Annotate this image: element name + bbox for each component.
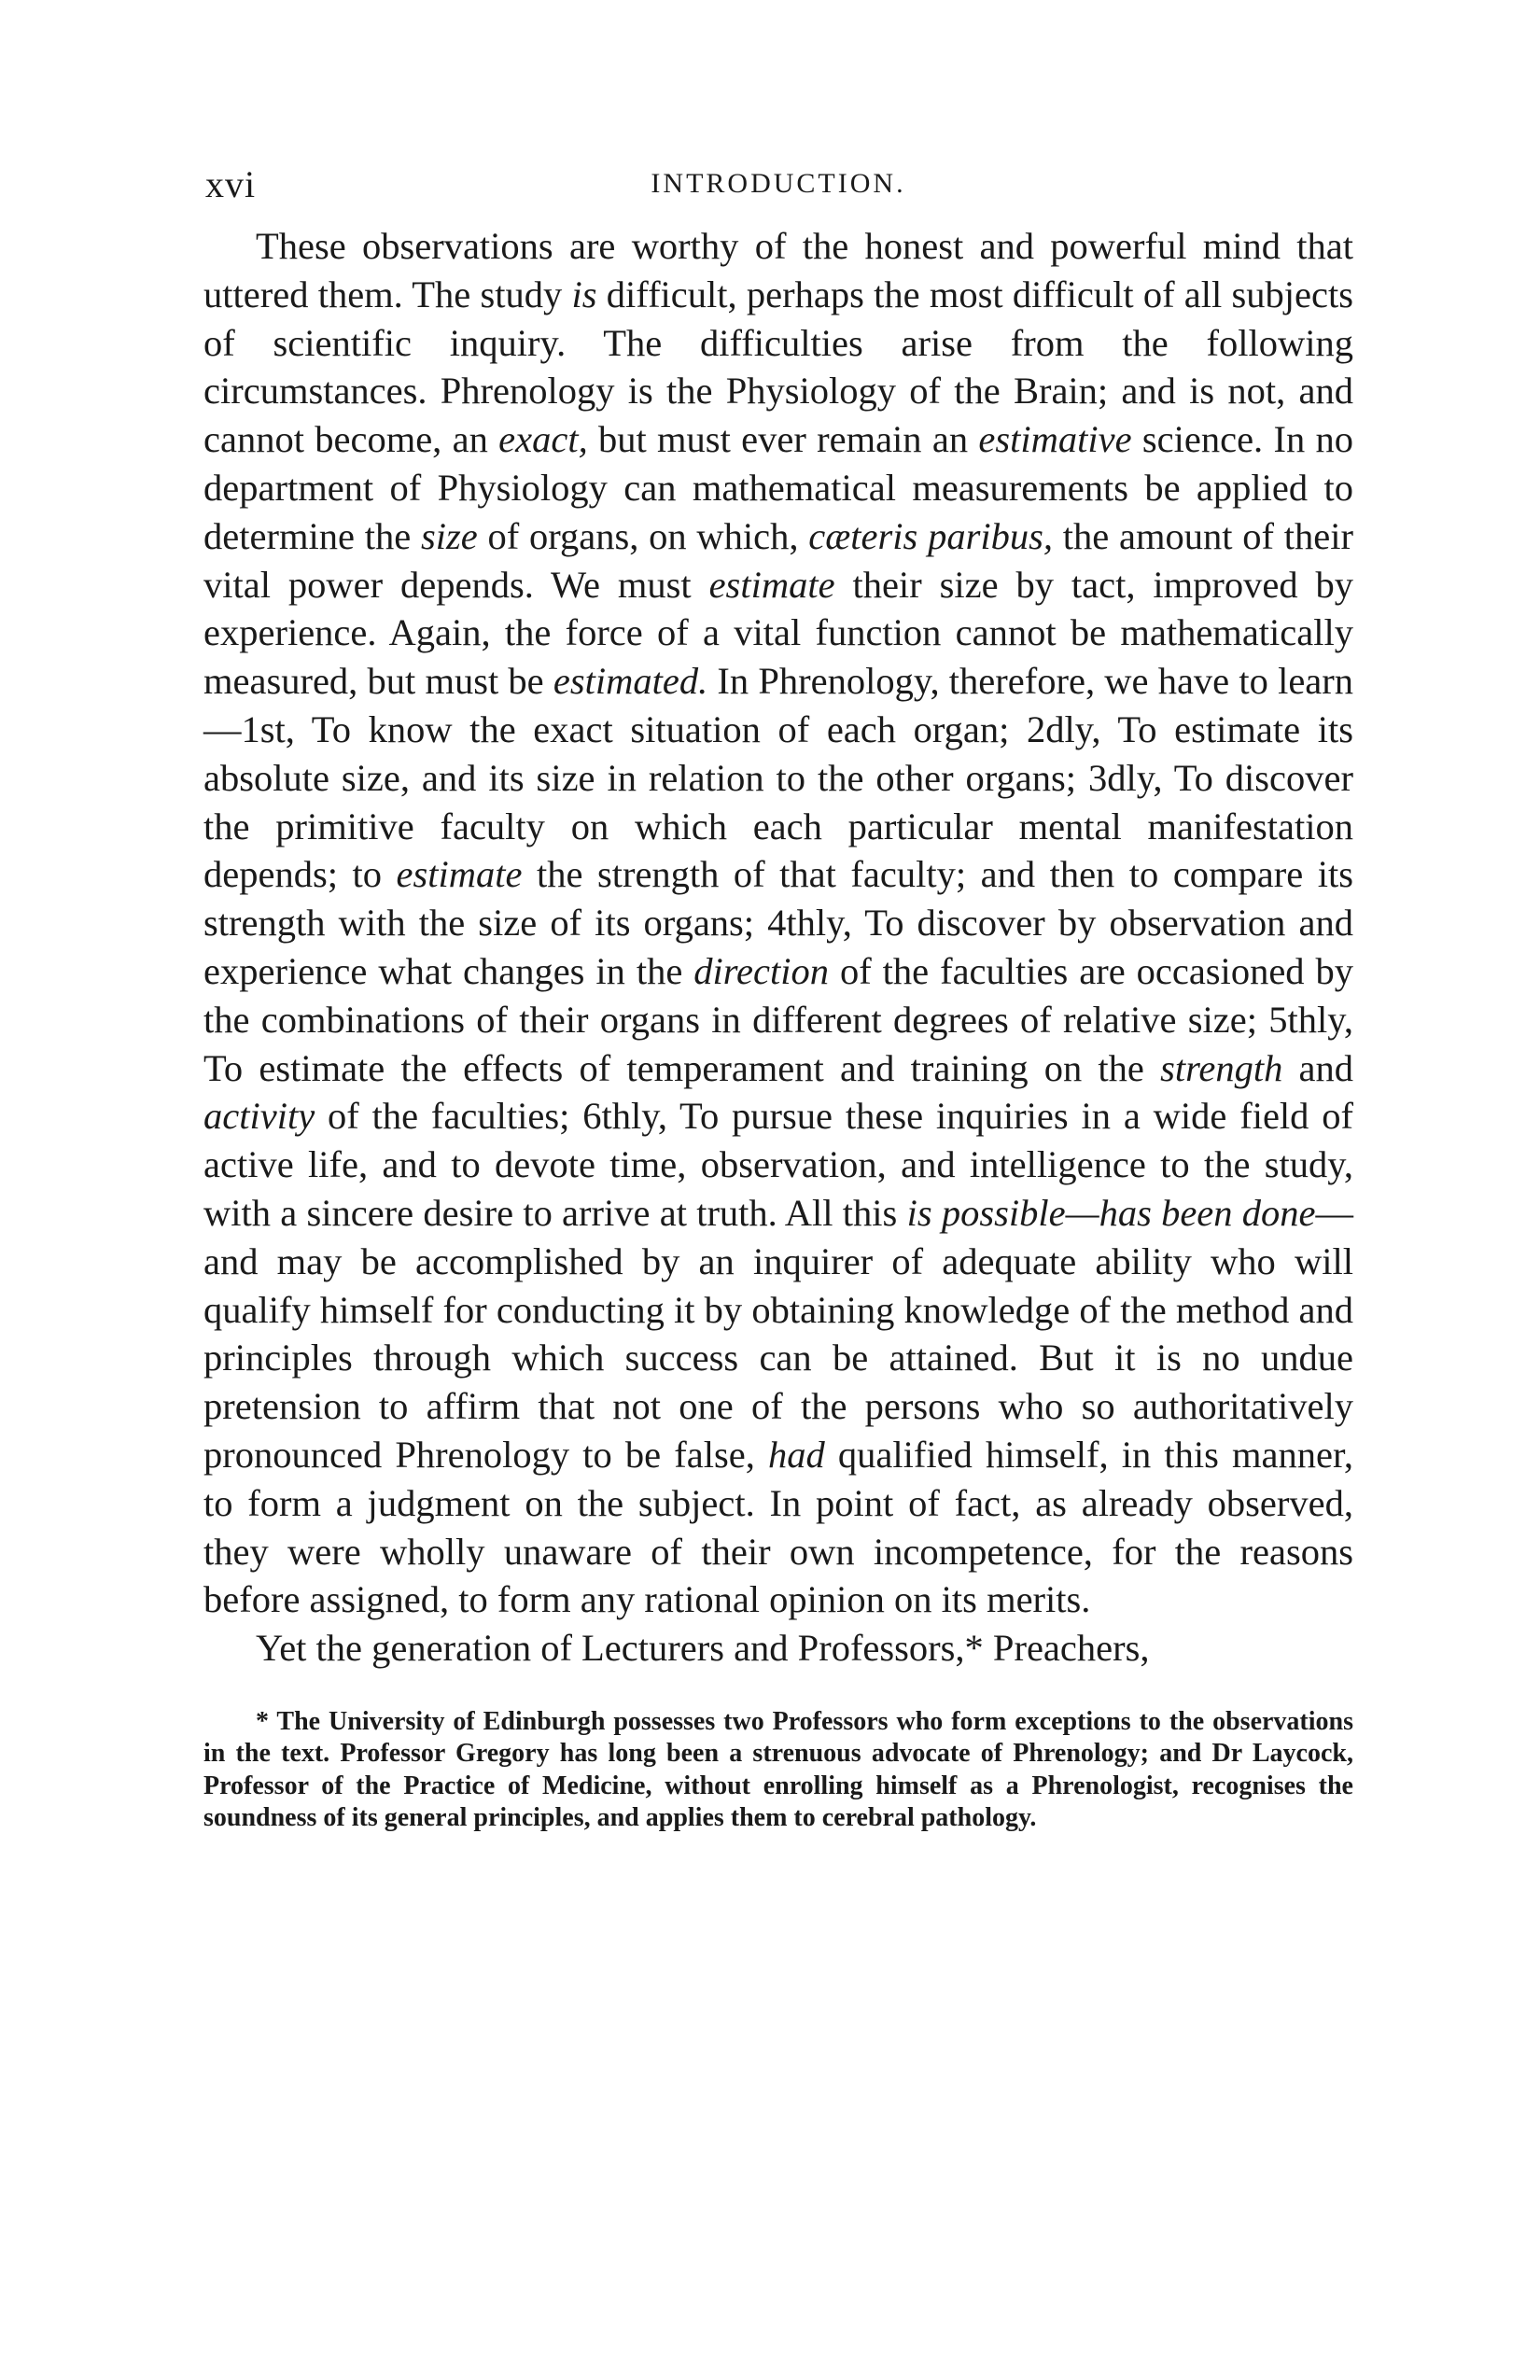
text-run: of the faculties; 6thly, To pursue these inquiries in a wide field of active life, and to devote time, observation, and intelligence to the study, with a sincere desire to arrive at truth. All this — [203, 1095, 1353, 1234]
italic-run: size — [420, 514, 478, 557]
italic-run: had — [767, 1433, 825, 1476]
footnote: * The University of Edinburgh possesses two Professors who form exceptions to the observations in the text. Professor Gregory has long been a strenuous advocate of Phrenology; and Dr Laycock, Professor of the Practice of Medicine, without enrolling himself as a Phrenologist, recognises the soundness of its general principles, and applies them to cerebral pathology. — [203, 1706, 1353, 1833]
italic-run: exact, — [498, 418, 588, 461]
text-run: These observations are worthy of the honest and powerful mind that uttered them. The study — [203, 225, 1353, 315]
italic-run: estimative — [978, 418, 1132, 461]
text-run: In Phrenology, therefore, we have to learn —1st, To know the exact situation of each organ; 2dly, To estimate its absolute size, and its size in relation to the other organs; 3dly, To discover the primitive faculty on which each particular mental manifestation depends; to — [203, 660, 1354, 896]
italic-run: is possible—has been done — [906, 1191, 1316, 1234]
text-run: qualified himself, in this manner, to form a judgment on the subject. In point of fact, as already observed, they were wholly unaware of their own incompetence, for the reasons before assigned, to form any rational opinion on its merits. — [203, 1433, 1353, 1621]
paragraph-2: Yet the generation of Lecturers and Professors,* Preachers, — [256, 1627, 1150, 1670]
text-run: the strength of that faculty; and then to compare its strength with the size of its organs; 4thly, To discover by observation and experience what changes in the — [203, 853, 1353, 992]
text-run: their size by tact, improved by experience. Again, the force of a vital function cannot be mathematically measured, but must be — [203, 563, 1353, 703]
text-run: the amount of their vital power depends. We must — [203, 514, 1353, 606]
italic-run: estimated. — [553, 660, 708, 703]
running-title: INTRODUCTION. — [651, 168, 906, 199]
text-run: of organs, on which, — [477, 514, 809, 557]
text-run: science. In no department of Physiology can mathematical measurements be applied to determine the — [203, 418, 1354, 557]
italic-run: strength — [1160, 1046, 1283, 1089]
paragraph-1 — [203, 222, 1353, 1624]
italic-run: estimate — [396, 853, 523, 896]
italic-run: direction — [693, 949, 830, 992]
text-run: difficult, perhaps the most difficult of all subjects of scientific inquiry. The difficulties arise from the following circumstances. Phrenology is the Physiology of the Brain; and is not, and cannot become, an — [203, 273, 1354, 461]
page-number: xvi — [205, 163, 257, 205]
italic-run: is — [571, 273, 597, 315]
text-run: of the faculties are occasioned by the combinations of their organs in different degrees of relative size; 5thly, To estimate the effects of temperament and training on the — [203, 949, 1353, 1089]
text-run: —and may be accomplished by an inquirer of adequate ability who will qualify himself for conducting it by obtaining knowledge of the method and principles through which success can be attained. But it is no undue pretension to affirm that not one of the persons who so authoritatively pronounced Phrenology to be false, — [203, 1191, 1353, 1476]
italic-run: activity — [203, 1095, 315, 1138]
main-text — [203, 222, 1353, 1673]
italic-run: estimate — [708, 563, 835, 606]
text-run: but must ever remain an — [587, 418, 979, 461]
text-run: and — [1282, 1046, 1353, 1089]
book-page — [203, 157, 1353, 1835]
running-head — [203, 157, 1353, 222]
italic-run: cæteris paribus, — [808, 514, 1053, 557]
